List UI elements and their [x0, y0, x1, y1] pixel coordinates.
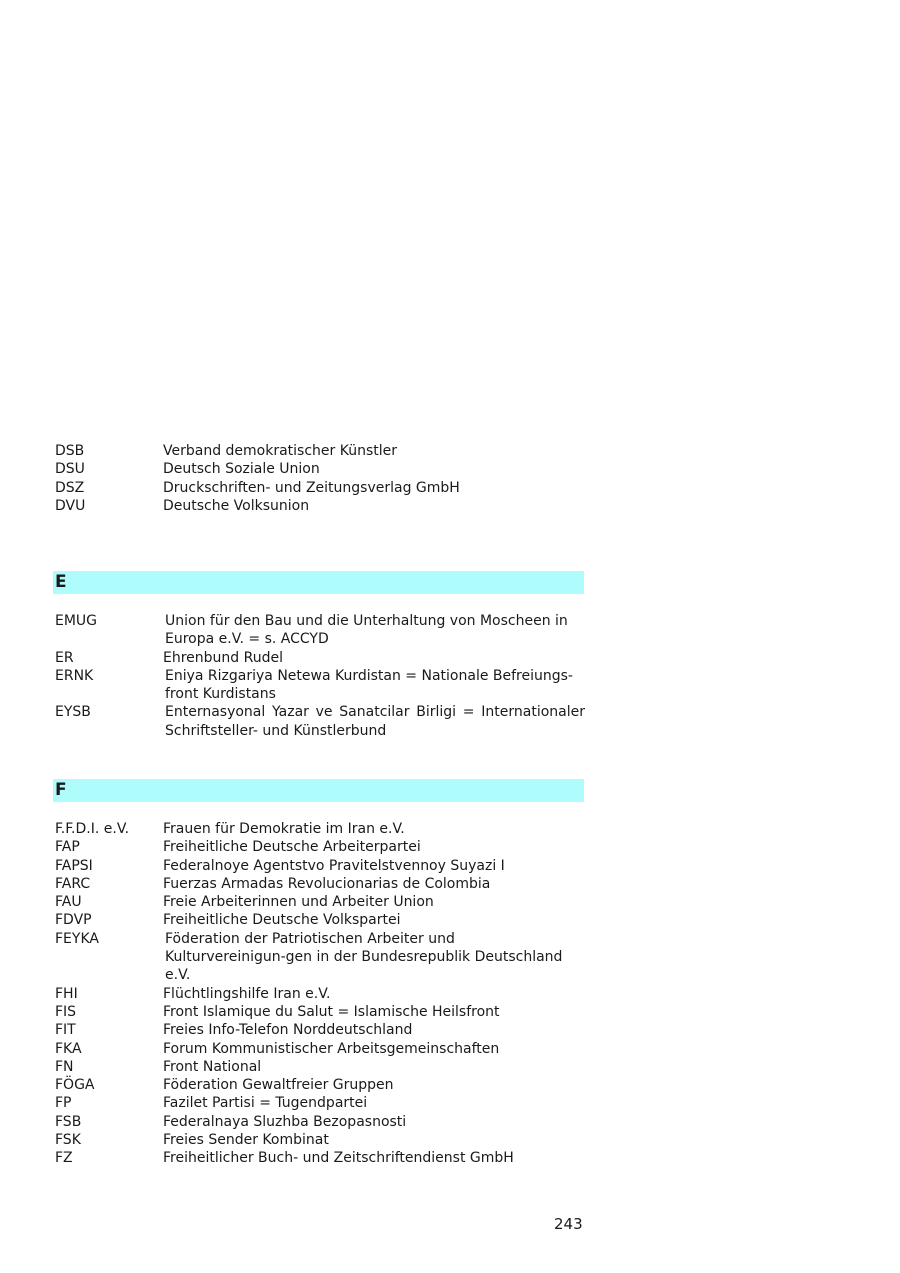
definition: Fuerzas Armadas Revolucionarias de Colombia — [163, 875, 491, 892]
section-heading-f: F — [53, 779, 584, 802]
list-item — [55, 1058, 585, 1076]
abbreviation: DSB — [55, 443, 85, 459]
abbreviation-list-f — [55, 820, 585, 1168]
abbreviation: FKA — [55, 1040, 82, 1057]
definition: Frauen für Demokratie im Iran e.V. — [163, 821, 405, 837]
list-item — [55, 875, 585, 893]
list-item — [55, 497, 585, 515]
abbreviation: FAP — [55, 839, 80, 856]
list-item — [55, 985, 585, 1003]
section-heading-e: E — [53, 571, 584, 594]
definition: Deutsch Soziale Union — [163, 461, 320, 478]
abbreviation: FARC — [55, 875, 91, 892]
abbreviation: FEYKA — [55, 930, 99, 947]
list-item — [55, 1021, 585, 1039]
list-item — [55, 649, 585, 667]
definition: Freiheitliche Deutsche Arbeiterpartei — [163, 839, 421, 856]
abbreviation: DSZ — [55, 479, 85, 496]
list-item — [55, 1131, 585, 1149]
definition: Ehrenbund Rudel — [163, 649, 283, 666]
list-item — [55, 820, 585, 838]
definition: Enternasyonal Yazar ve Sanatcilar Birligi = Internationaler Schriftsteller- und Künstlerbund — [165, 704, 585, 739]
abbreviation-list-e — [55, 612, 585, 740]
definition: Fazilet Partisi = Tugendpartei — [163, 1095, 368, 1112]
definition: Federalnaya Sluzhba Bezopasnosti — [163, 1113, 407, 1130]
definition: Druckschriften- und Zeitungsverlag GmbH — [163, 479, 460, 496]
definition: Freies Sender Kombinat — [163, 1132, 329, 1149]
abbreviation: FSK — [55, 1132, 81, 1149]
abbreviation: ERNK — [55, 667, 94, 684]
list-item — [55, 703, 585, 740]
abbreviation: FP — [55, 1095, 72, 1112]
definition: Flüchtlingshilfe Iran e.V. — [163, 985, 331, 1002]
list-item — [55, 1003, 585, 1021]
list-item — [55, 857, 585, 875]
definition: Federalnoye Agentstvo Pravitelstvennoy Suyazi I — [163, 857, 505, 874]
abbreviation: EYSB — [55, 704, 91, 721]
definition: Freies Info-Telefon Norddeutschland — [163, 1022, 413, 1039]
abbreviation: DSU — [55, 461, 85, 478]
definition: Deutsche Volksunion — [163, 497, 310, 514]
definition: Forum Kommunistischer Arbeitsgemeinschaften — [163, 1040, 500, 1057]
definition: Front Islamique du Salut = Islamische Heilsfront — [163, 1003, 500, 1020]
list-item — [55, 460, 585, 478]
abbreviation-list-d — [55, 442, 585, 515]
definition: Freie Arbeiterinnen und Arbeiter Union — [163, 894, 434, 911]
abbreviation: FAPSI — [55, 857, 93, 874]
abbreviation: FIT — [55, 1022, 76, 1039]
list-item — [55, 1094, 585, 1112]
abbreviation: FZ — [55, 1150, 73, 1167]
abbreviation: FN — [55, 1058, 74, 1075]
abbreviation: EMUG — [55, 613, 98, 629]
abbreviation: DVU — [55, 497, 86, 514]
list-item — [55, 612, 585, 649]
abbreviation: FÖGA — [55, 1077, 95, 1094]
abbreviation: FSB — [55, 1113, 82, 1130]
list-item — [55, 893, 585, 911]
list-item — [55, 1113, 585, 1131]
list-item — [55, 1076, 585, 1094]
page-number: 243 — [554, 1215, 583, 1233]
abbreviation: FDVP — [55, 912, 92, 929]
list-item — [55, 838, 585, 856]
definition: Verband demokratischer Künstler — [163, 443, 398, 459]
abbreviation: FIS — [55, 1003, 77, 1020]
list-item — [55, 1040, 585, 1058]
list-item — [55, 442, 585, 460]
definition: Freiheitlicher Buch- und Zeitschriftendienst GmbH — [163, 1150, 514, 1167]
definition: Föderation Gewaltfreier Gruppen — [163, 1077, 394, 1094]
abbreviation: ER — [55, 649, 74, 666]
list-item — [55, 1149, 585, 1167]
list-item — [55, 911, 585, 929]
list-item — [55, 930, 585, 985]
list-item — [55, 479, 585, 497]
abbreviation: FAU — [55, 894, 82, 911]
definition: Eniya Rizgariya Netewa Kurdistan = Nationale Befreiungs-front Kurdistans — [165, 667, 573, 703]
definition: Front National — [163, 1058, 262, 1075]
definition: Föderation der Patriotischen Arbeiter und Kulturvereinigun-gen in der Bundesrepublik Deutschland e.V. — [165, 930, 563, 984]
list-item — [55, 667, 585, 704]
definition: Freiheitliche Deutsche Volkspartei — [163, 912, 401, 929]
abbreviation: F.F.D.I. e.V. — [55, 821, 130, 837]
definition: Union für den Bau und die Unterhaltung von Moscheen in Europa e.V. = s. ACCYD — [165, 613, 568, 648]
abbreviation: FHI — [55, 985, 78, 1002]
